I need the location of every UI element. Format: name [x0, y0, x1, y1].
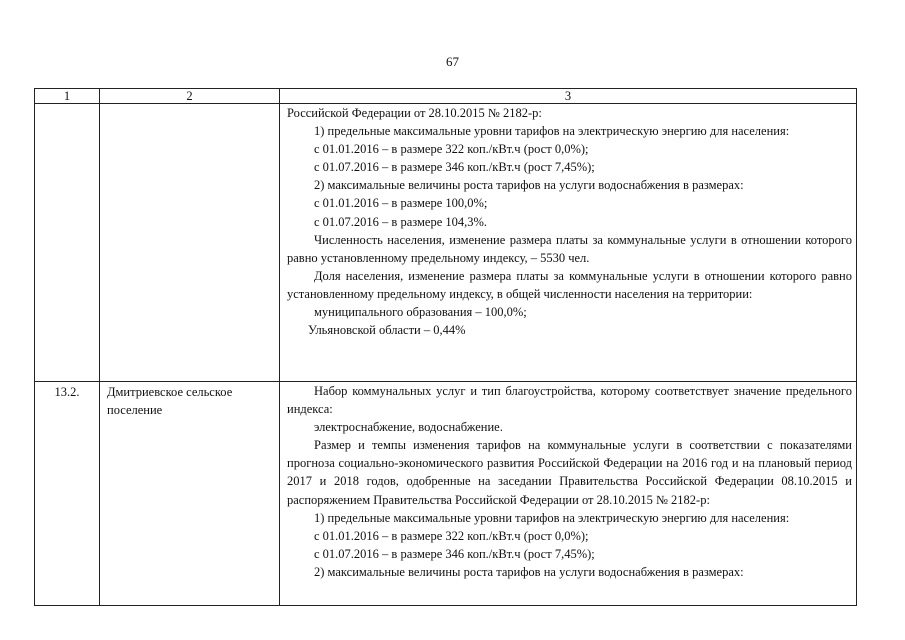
content-paragraph: Размер и темпы изменения тарифов на коммунальные услуги в соответствии с показателями прогноза социально-экономического развития Российской Федерации на 2016 год и на плановый период 2017 и 2018 годов, одобренные на заседании Правительства Российской Федерации 08.10.2015 и распоряжением Правительства Российской Федерации от 28.10.2015 № 2182-р:: [287, 438, 852, 507]
content-paragraph: Набор коммунальных услуг и тип благоустройства, которому соответствует значение предельного индекса:: [287, 384, 852, 417]
content-paragraph: 1) предельные максимальные уровни тарифов на электрическую энергию для населения:: [314, 124, 790, 139]
content-paragraph: 1) предельные максимальные уровни тарифов на электрическую энергию для населения:: [314, 510, 790, 525]
table-header-row: [35, 89, 857, 104]
row-content-cell: [280, 104, 857, 382]
content-paragraph: 2) максимальные величины роста тарифов на услуги водоснабжения в размерах:: [314, 564, 744, 579]
row-number-cell: 13.2.: [35, 382, 100, 606]
page-number: 67: [446, 54, 459, 69]
header-col-1: 1: [35, 89, 100, 104]
content-paragraph: Российской Федерации от 28.10.2015 № 2182-р:: [287, 106, 542, 120]
content-paragraph: с 01.01.2016 – в размере 100,0%;: [314, 196, 488, 211]
table-row: [35, 104, 857, 382]
row-name-cell: Дмитриевское сельское поселение: [100, 382, 280, 606]
content-paragraph: Численность населения, изменение размера платы за коммунальные услуги в отношении которого равно установленному предельному индексу, – 5530 чел.: [287, 232, 852, 265]
tariff-table: [34, 88, 857, 606]
content-paragraph: муниципального образования – 100,0%;: [314, 305, 527, 320]
row-content-cell: [280, 382, 857, 606]
table-row: [35, 382, 857, 606]
row-name-cell: [100, 104, 280, 382]
content-paragraph: 2) максимальные величины роста тарифов на услуги водоснабжения в размерах:: [314, 178, 744, 193]
content-paragraph: с 01.07.2016 – в размере 346 коп./кВт.ч (рост 7,45%);: [314, 546, 595, 561]
header-col-3: 3: [280, 89, 857, 104]
content-paragraph: электроснабжение, водоснабжение.: [314, 420, 503, 435]
row-number-cell: [35, 104, 100, 382]
content-paragraph: с 01.01.2016 – в размере 322 коп./кВт.ч (рост 0,0%);: [314, 142, 589, 157]
content-paragraph: с 01.07.2016 – в размере 104,3%.: [314, 214, 488, 229]
content-paragraph: с 01.01.2016 – в размере 322 коп./кВт.ч (рост 0,0%);: [314, 528, 589, 543]
content-paragraph: Доля населения, изменение размера платы за коммунальные услуги в отношении которого равно установленному предельному индексу, в общей численности населения на территории:: [287, 268, 852, 301]
content-paragraph: с 01.07.2016 – в размере 346 коп./кВт.ч (рост 7,45%);: [314, 160, 595, 175]
content-paragraph: Ульяновской области – 0,44%: [308, 323, 466, 338]
header-col-2: 2: [100, 89, 280, 104]
